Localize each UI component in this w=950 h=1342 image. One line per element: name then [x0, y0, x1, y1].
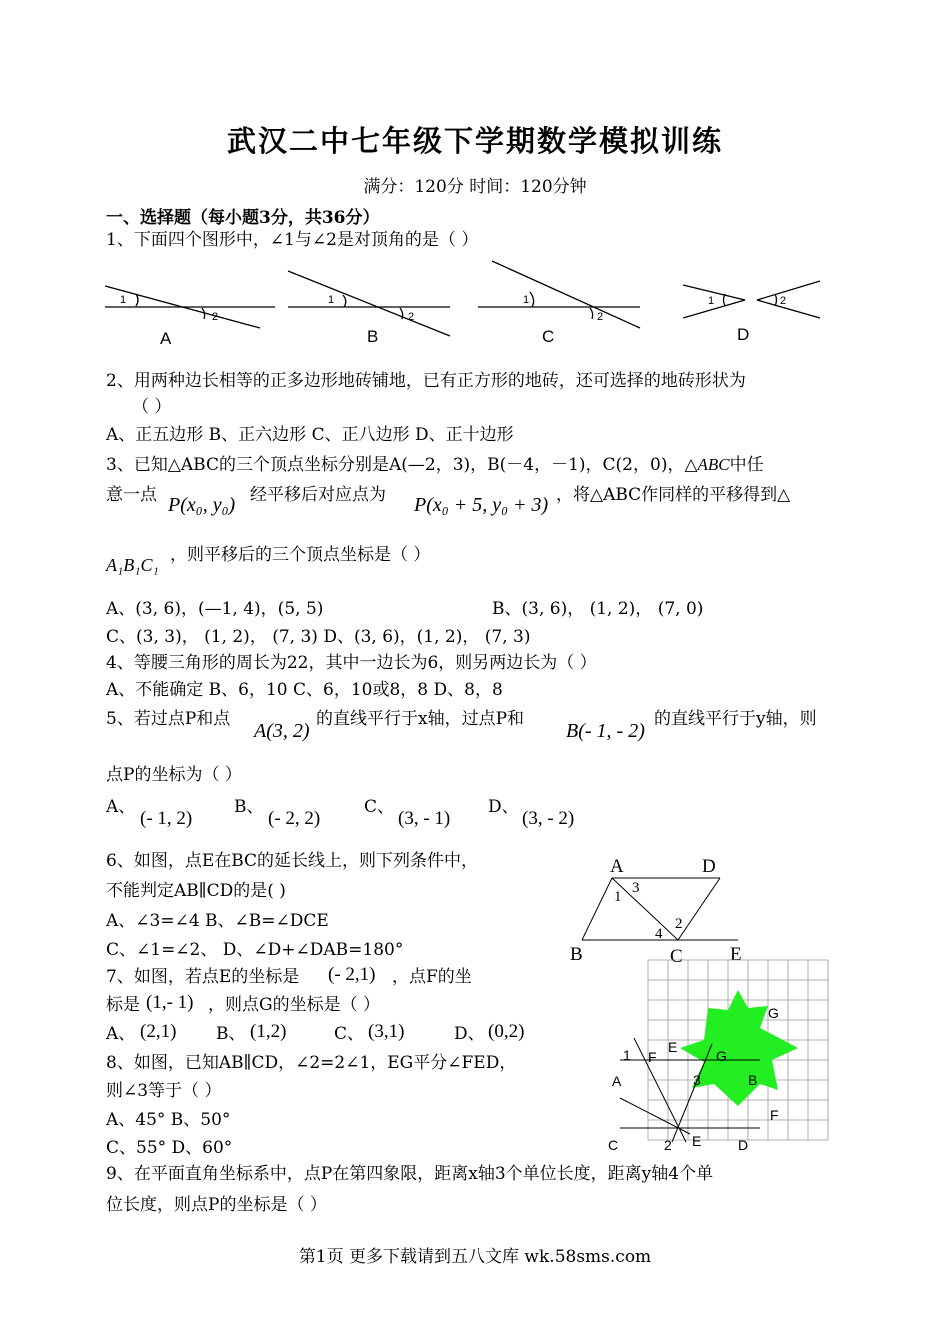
q1-fig-label-b: B: [367, 327, 379, 346]
q6-line-ab: [582, 878, 612, 940]
q7-value-b: (1,2): [250, 1021, 287, 1042]
q7-label-d: D、: [454, 1024, 485, 1044]
q7-value-c: (3,1): [368, 1021, 405, 1042]
section-heading: 一、选择题（每小题3分，共36分）: [106, 208, 380, 228]
q1d-angle-1-label: 1: [708, 295, 715, 307]
q5-value-a: (- 1, 2): [140, 808, 193, 829]
q1-fig-label-a: A: [160, 329, 172, 348]
q6-angle-2: 2: [675, 916, 683, 932]
q6-line-ac: [612, 878, 678, 940]
q8-label-f: F: [648, 1049, 657, 1065]
q1-figures: [100, 256, 830, 352]
q7-label-a: A、: [106, 1024, 136, 1044]
q5-point-b: B(- 1, - 2): [566, 720, 645, 742]
q5-part2: 的直线平行于x轴，过点P和: [316, 709, 525, 729]
q1a-angle-2-label: 2: [212, 311, 219, 323]
q8-line-ed: [620, 1098, 690, 1134]
q3-line3: ，则平移后的三个顶点坐标是（ ）: [170, 545, 431, 565]
q8-line2: 则∠3等于（ ）: [106, 1081, 222, 1101]
q9-line1: 9、在平面直角坐标系中，点P在第四象限，距离x轴3个单位长度，距离y轴4个单: [106, 1164, 714, 1184]
q3-line1-text: 3、已知△ABC的三个顶点坐标分别是A(—2，3)，B(－4，－1)，C(2，0)，△: [106, 455, 698, 475]
q7-value-d: (0,2): [488, 1021, 525, 1042]
q7-label-b: B、: [216, 1024, 246, 1044]
q8-label-c: C: [608, 1137, 619, 1153]
q3-option-a: A、(3, 6)，(—1, 4)，(5, 5): [106, 599, 324, 619]
q3-line2-end: ，将△ABC作同样的平移得到△: [556, 485, 791, 505]
score-time-info: 满分：120分 时间：120分钟: [363, 177, 587, 197]
q8-label-e: E: [692, 1133, 702, 1149]
q3-a1b1c1-text: A₁B₁C₁: [106, 555, 159, 575]
q1a-angle-1-arc: [136, 294, 138, 306]
q6-label-d: D: [702, 856, 716, 877]
q7-label-e: E: [668, 1039, 678, 1055]
q8-label-3: 3: [693, 1072, 701, 1088]
q1a-angle-1-label: 1: [120, 294, 127, 306]
q3-p1-letter: P: [414, 494, 427, 516]
q3-p0-letter: P: [168, 494, 181, 516]
q6-line3: A、∠3=∠4 B、∠B=∠DCE: [106, 911, 329, 931]
q5-line2: 点P的坐标为（ ）: [106, 765, 242, 785]
q3-option-b: B、(3, 6)， (1, 2)， (7, 0): [492, 599, 704, 619]
q3-point-p0: [168, 494, 235, 517]
q3-line2-middle: 经平移后对应点为: [250, 485, 386, 505]
q3-p1-args: (x₀ + 5, y₀ + 3): [426, 494, 549, 516]
q1c-angle-2-label: 2: [597, 311, 604, 323]
q1a-angle-2-arc: [202, 308, 205, 319]
q8-line4: C、55° D、60°: [106, 1138, 233, 1158]
q3-options-cd: C、(3, 3)， (1, 2)， (7, 3) D、(3, 6)，(1, 2)， (7, 3): [106, 627, 531, 647]
q6-label-b: B: [570, 944, 583, 965]
q7-label-b: B: [748, 1072, 758, 1088]
q6-angle-3: 3: [632, 880, 640, 896]
q1d-angle-2-label: 2: [780, 295, 787, 307]
q7-q8-figure: [600, 948, 840, 1158]
q6-angle-1: 1: [614, 889, 622, 905]
q7-line2-end: ，则点G的坐标是（ ）: [208, 995, 380, 1015]
q5-part1: 5、若过点P和点: [106, 709, 231, 729]
q1c-slanted-line: [492, 261, 640, 328]
page-footer: 第1页 更多下载请到五八文库 wk.58sms.com: [298, 1247, 652, 1267]
q1-fig-label-c: C: [542, 327, 555, 346]
q8-line3: A、45° B、50°: [106, 1110, 231, 1130]
q3-abc-italic: ABC: [697, 455, 730, 474]
q6-line1: 6、如图，点E在BC的延长线上，则下列条件中，: [106, 851, 479, 871]
q1b-angle-1-arc: [343, 295, 346, 307]
q8-label-d: D: [738, 1137, 749, 1153]
q7-label-f: F: [770, 1107, 779, 1123]
q7-coord-e: (- 2,1): [328, 964, 376, 985]
q1c-angle-2-arc: [590, 308, 593, 319]
q7-value-a: (2,1): [140, 1021, 177, 1042]
q1c-angle-1-label: 1: [523, 294, 530, 306]
q5-value-b: (- 2, 2): [268, 808, 321, 829]
q1d-angle-1-arc: [724, 294, 726, 306]
q7-label-g-mid: G: [716, 1048, 727, 1064]
q1d-angle-2-arc: [775, 294, 777, 306]
q7-line1-start: 7、如图，若点E的坐标是: [106, 967, 300, 987]
q8-label-a: A: [612, 1073, 622, 1089]
q5-label-b: B、: [234, 797, 264, 817]
q7-label-g-top: G: [768, 1005, 779, 1021]
q3-line1-end: 中任: [729, 455, 764, 475]
q6-label-e: E: [730, 944, 742, 965]
q2-blank: （ ）: [132, 397, 172, 417]
q6-line2: 不能判定AB∥CD的是( ): [106, 881, 286, 901]
q1b-angle-2-label: 2: [408, 311, 415, 323]
q1d-lower-right-line: [757, 300, 820, 318]
q4-stem: 4、等腰三角形的周长为22，其中一边长为6，则另两边长为（ ）: [106, 653, 597, 673]
q7-label-c: C、: [334, 1024, 365, 1044]
q6-angle-4: 4: [655, 926, 663, 942]
q5-part3: 的直线平行于y轴，则: [654, 709, 817, 729]
q7-green-leaf: [680, 990, 798, 1106]
q5-label-c: C、: [364, 797, 395, 817]
q5-label-a: A、: [106, 797, 136, 817]
q7-coord-f: (1,- 1): [146, 992, 194, 1013]
q6-line-dc: [678, 878, 720, 940]
q6-label-a: A: [610, 856, 624, 877]
q1-fig-label-d: D: [737, 325, 750, 344]
q8-label-2: 2: [664, 1137, 672, 1153]
q3-a1b1c1: [106, 554, 159, 577]
q2-stem: 2、用两种边长相等的正多边形地砖铺地，已有正方形的地砖，还可选择的地砖形状为: [106, 371, 746, 391]
q3-line2-start: 意一点: [106, 485, 157, 505]
q1-stem: 1、下面四个图形中，∠1与∠2是对顶角的是（ ）: [106, 230, 479, 250]
q3-p0-args: (x₀, y₀): [180, 494, 236, 516]
q9-line2: 位长度，则点P的坐标是（ ）: [106, 1195, 327, 1215]
q1d-upper-right-line: [757, 281, 820, 300]
q3-line1: [106, 454, 764, 476]
q4-options: A、不能确定 B、6，10 C、6，10或8，8 D、8，8: [106, 680, 503, 700]
q5-label-d: D、: [488, 797, 519, 817]
q5-value-c: (3, - 1): [398, 808, 451, 829]
q7-line1-end: ，点F的坐: [392, 967, 472, 987]
q1b-angle-1-label: 1: [328, 294, 335, 306]
q3-point-p1: [414, 494, 548, 517]
q2-options: A、正五边形 B、正六边形 C、正八边形 D、正十边形: [106, 425, 514, 445]
q8-line1: 8、如图，已知AB∥CD，∠2=2∠1，EG平分∠FED，: [106, 1053, 517, 1073]
q5-value-d: (3, - 2): [522, 808, 575, 829]
q8-label-1: 1: [623, 1047, 631, 1063]
q1c-angle-1-arc: [530, 292, 534, 307]
q6-line4: C、∠1=∠2、 D、∠D+∠DAB=180°: [106, 940, 404, 960]
q6-label-c: C: [670, 946, 683, 965]
q1b-angle-2-arc: [400, 308, 403, 319]
page-title: 武汉二中七年级下学期数学模拟训练: [226, 124, 723, 158]
q7-line2-start: 标是: [106, 995, 140, 1015]
q5-point-a: A(3, 2): [254, 720, 310, 742]
